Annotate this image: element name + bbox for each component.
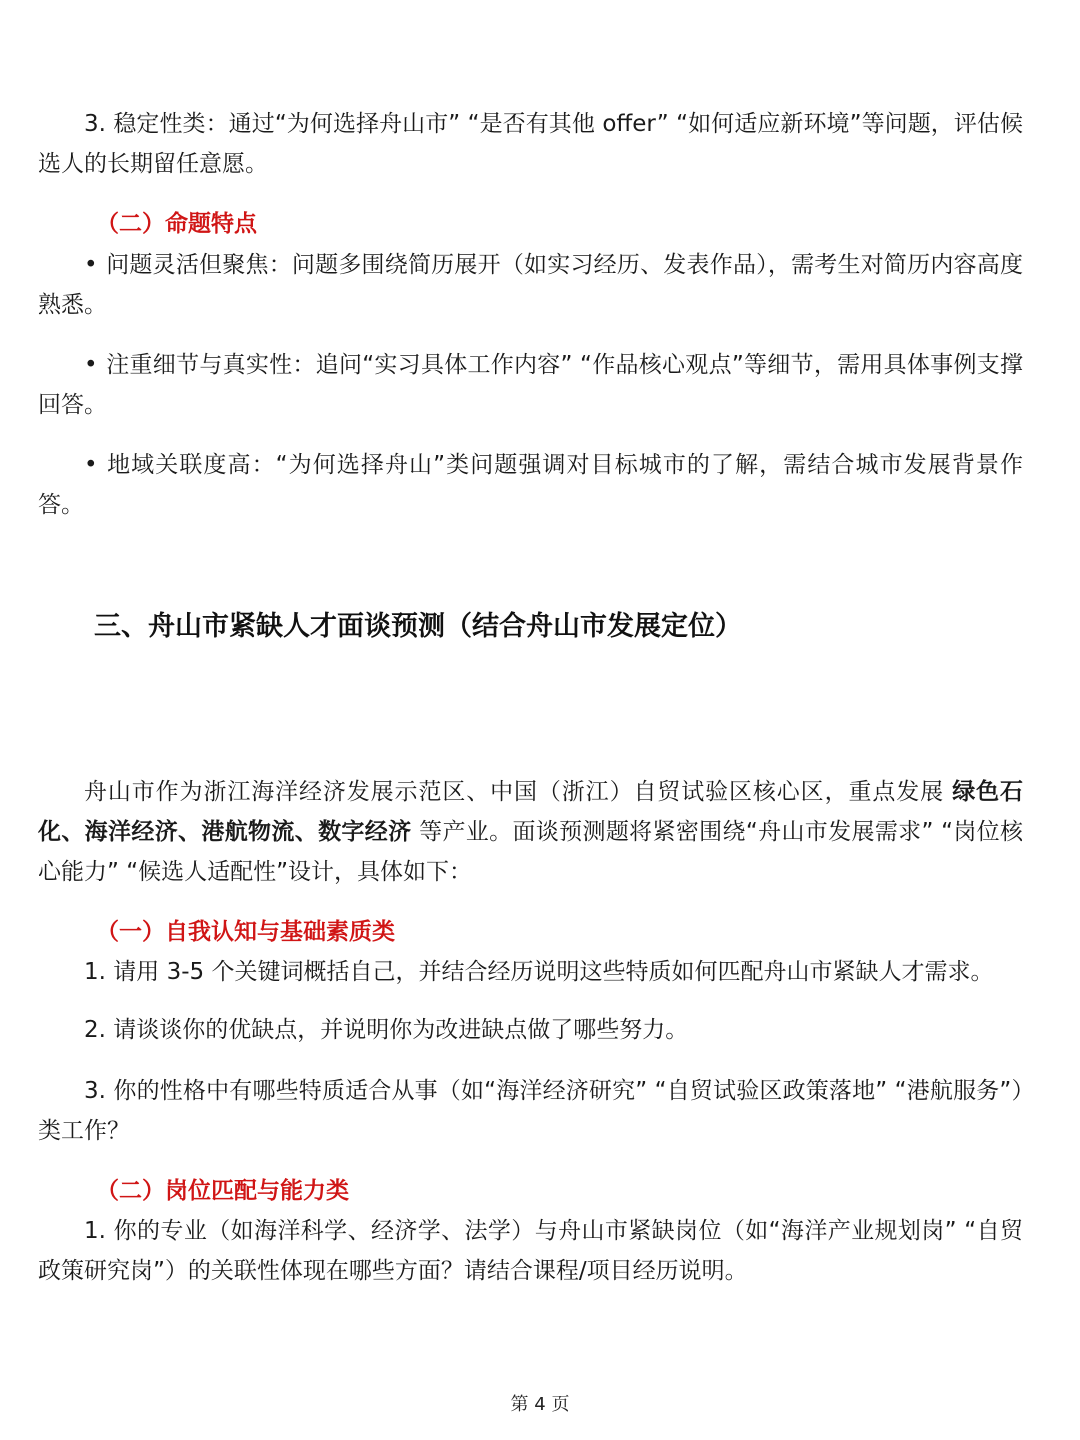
question-keywords: 1. 请用 3-5 个关键词概括自己，并结合经历说明这些特质如何匹配舟山市紧缺人才需求。 [84, 959, 994, 985]
question-major-relevance: 1. 你的专业（如海洋科学、经济学、法学）与舟山市紧缺岗位（如“海洋产业规划岗” “自贸政策研究岗”）的关联性体现在哪些方面？请结合课程/项目经历说明。 [38, 1218, 1023, 1284]
bullet-item-detail [38, 345, 1023, 425]
intro-text-2: 等产业。面谈预测题将紧密围绕“舟山市发展需求” “岗位核心能力” “候选人适配性”设计，具体如下： [38, 819, 1024, 885]
section-title: 三、舟山市紧缺人才面谈预测（结合舟山市发展定位） [94, 611, 742, 642]
intro-text-1: 舟山市作为浙江海洋经济发展示范区、中国（浙江）自贸试验区核心区，重点发展 [84, 779, 953, 805]
page-number: 第 4 页 [510, 1394, 570, 1415]
bullet-icon: • [84, 352, 98, 378]
bullet-icon: • [84, 452, 98, 478]
features-heading: （二）命题特点 [96, 211, 257, 237]
bullet-icon: • [84, 252, 98, 278]
bullet-item-flexible [38, 245, 1023, 325]
self-awareness-heading: （一）自我认知与基础素质类 [96, 919, 395, 945]
bullet-text: 问题灵活但聚焦：问题多围绕简历展开（如实习经历、发表作品），需考生对简历内容高度熟悉。 [38, 252, 1023, 318]
question-strengths: 2. 请谈谈你的优缺点，并说明你为改进缺点做了哪些努力。 [84, 1017, 689, 1043]
intro-industries-bold: 绿色石化、海洋经济、港航物流、数字经济 [38, 779, 1024, 845]
intro-paragraph [38, 772, 1023, 892]
bullet-item-regional [38, 445, 1023, 525]
stability-paragraph: 3. 稳定性类：通过“为何选择舟山市” “是否有其他 offer” “如何适应新环境”等问题，评估候选人的长期留任意愿。 [38, 111, 1023, 177]
question-personality: 3. 你的性格中有哪些特质适合从事（如“海洋经济研究” “自贸试验区政策落地” “港航服务”）类工作？ [38, 1078, 1023, 1144]
bullet-text: 注重细节与真实性：追问“实习具体工作内容” “作品核心观点”等细节，需用具体事例支撑回答。 [38, 352, 1023, 418]
job-match-heading: （二）岗位匹配与能力类 [96, 1178, 349, 1204]
bullet-text: 地域关联度高：“为何选择舟山”类问题强调对目标城市的了解，需结合城市发展背景作答。 [38, 452, 1023, 518]
